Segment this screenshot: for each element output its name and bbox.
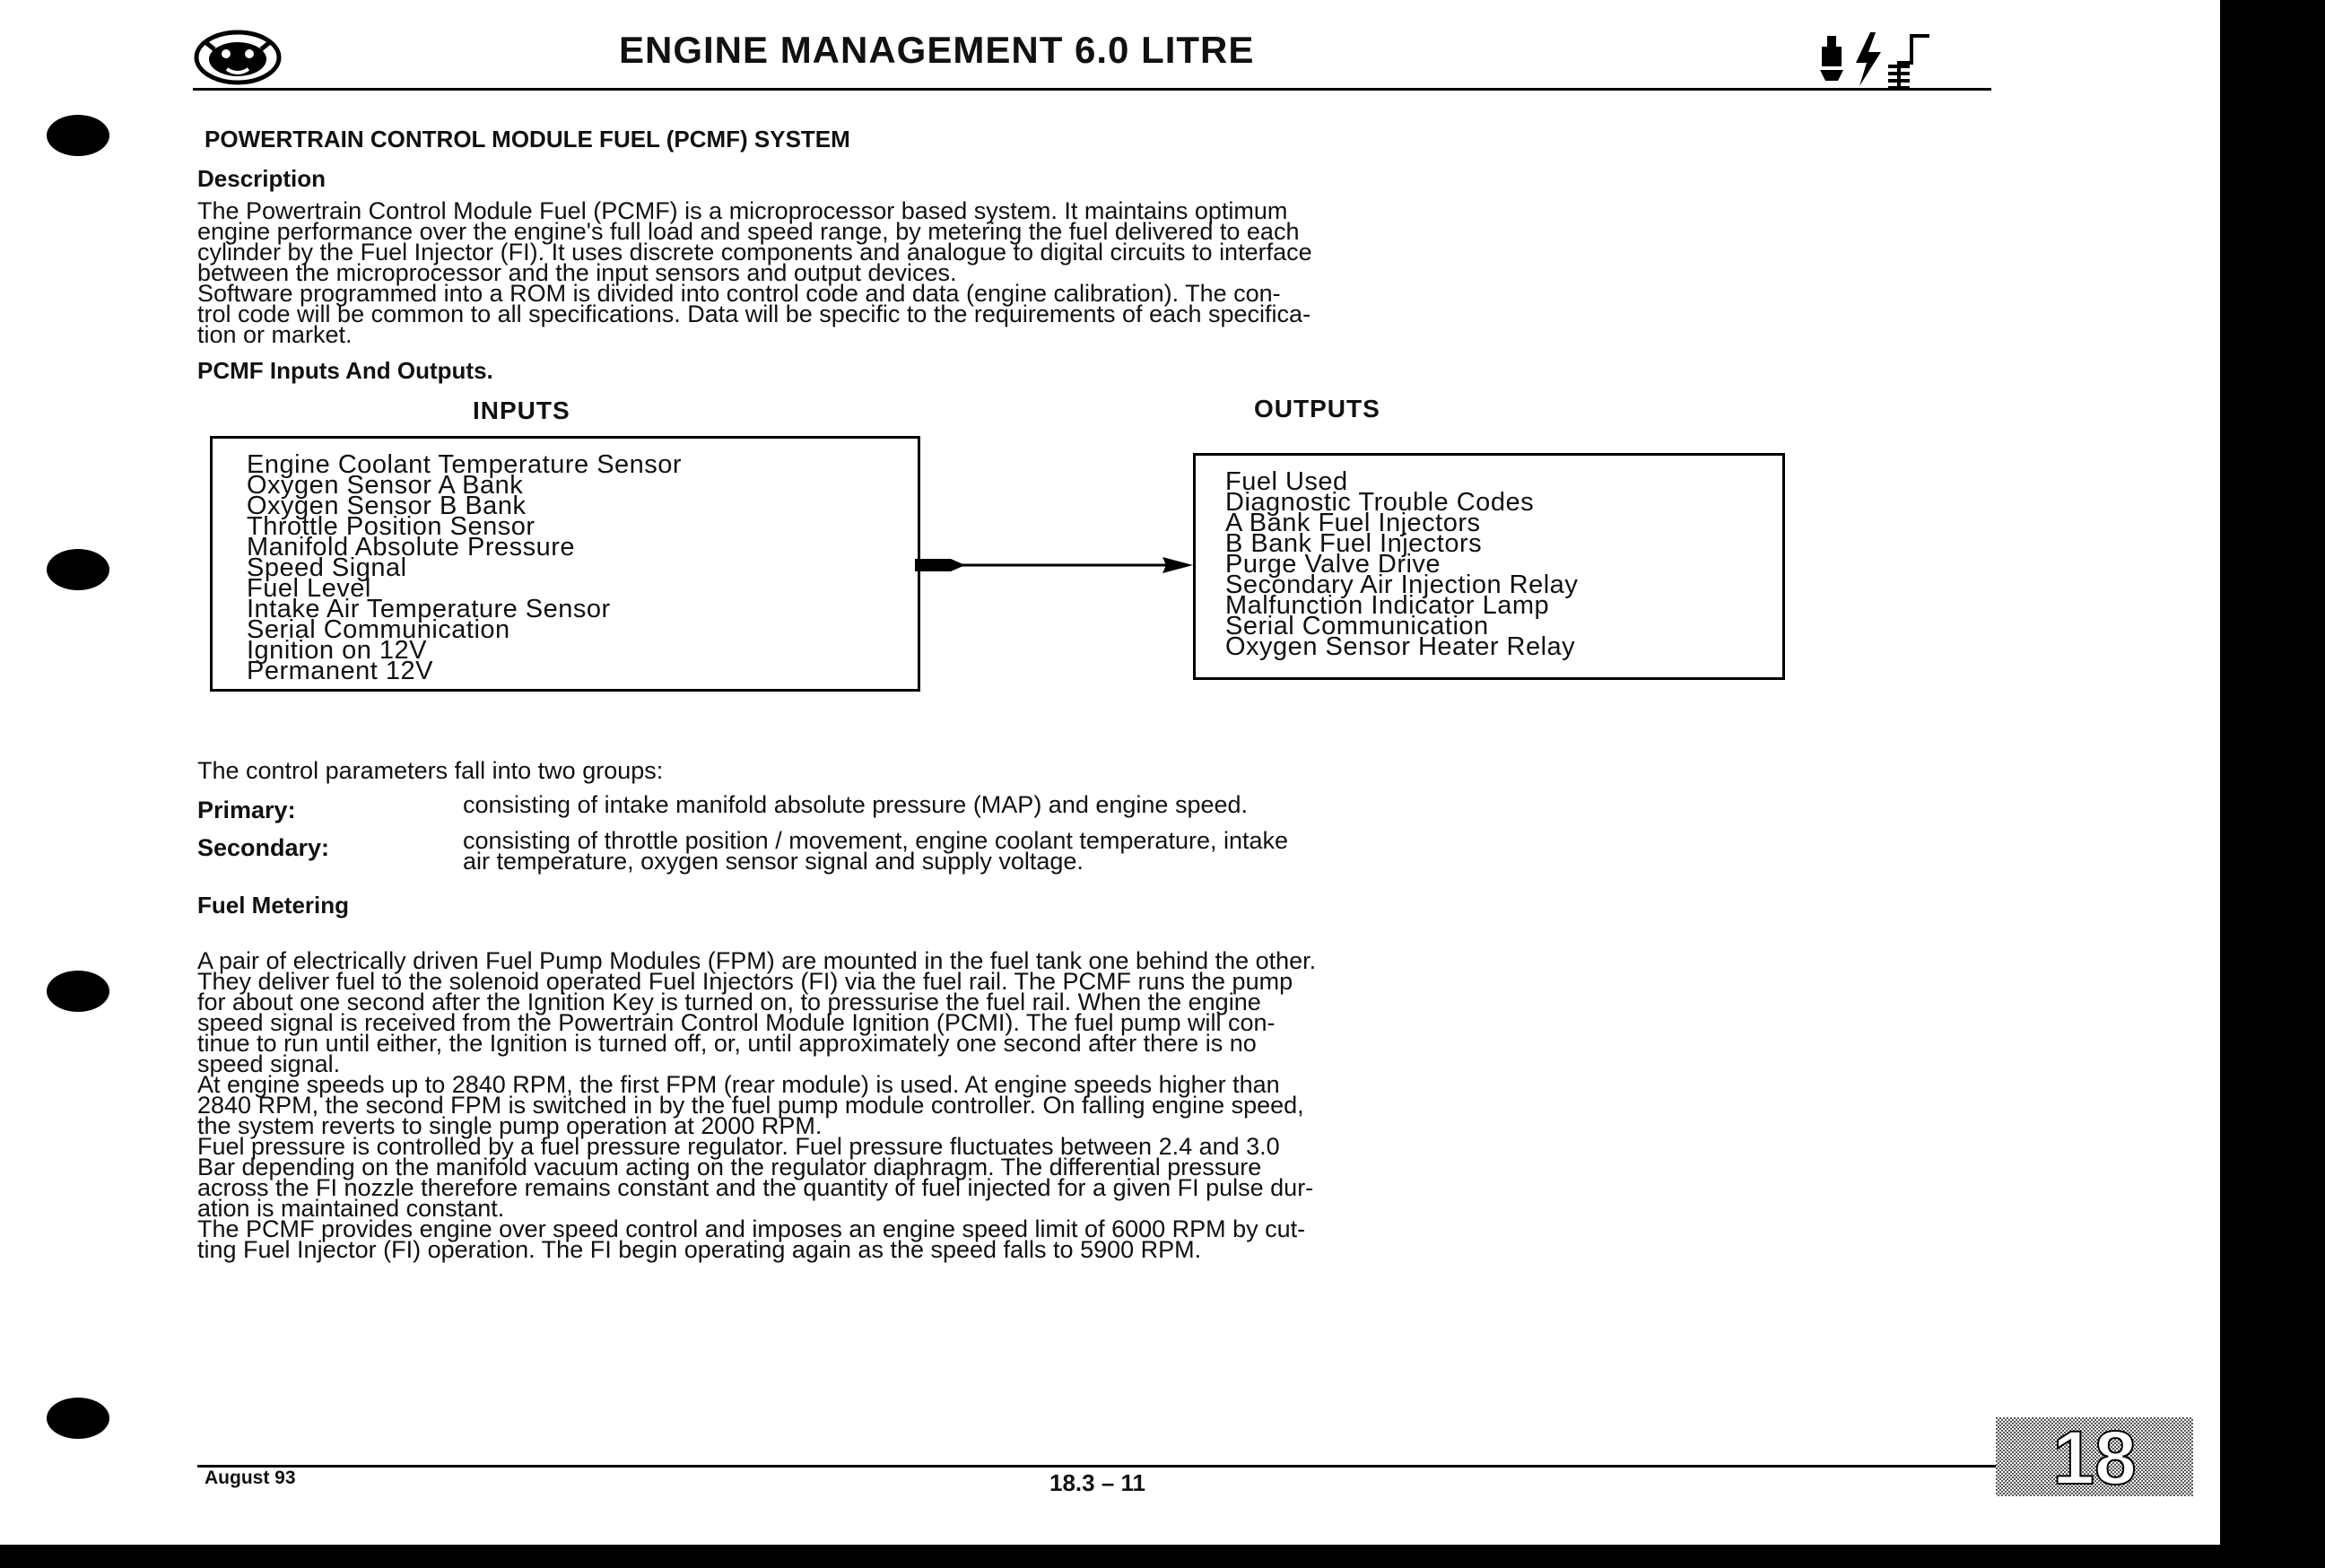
binder-hole <box>47 549 109 590</box>
output-item: Fuel Used <box>1225 467 1348 496</box>
fuel-metering-line: speed signal is received from the Powertrain Control Module Ignition (PCMI). The fuel pump will con- <box>197 1009 1276 1036</box>
description-line: trol code will be common to all specifications. Data will be specific to the requirements of each specifica- <box>197 301 1311 327</box>
binder-hole <box>47 115 109 156</box>
description-line: The Powertrain Control Module Fuel (PCMF) is a microprocessor based system. It maintains optimum <box>197 197 1288 224</box>
description-line: Software programmed into a ROM is divided into control code and data (engine calibration). The con- <box>197 280 1281 307</box>
description-line: engine performance over the engine's full load and speed range, by metering the fuel delivered to each <box>197 218 1300 245</box>
page-edge-bottom <box>0 1545 2325 1568</box>
section-tab-number: 18 <box>2052 1417 2137 1496</box>
fuel-metering-heading: Fuel Metering <box>197 892 350 919</box>
secondary-line: consisting of throttle position / movement, engine coolant temperature, intake <box>463 827 1289 854</box>
fuel-metering-line: ting Fuel Injector (FI) operation. The FI begin operating again as the speed falls to 5900 RPM. <box>197 1236 1202 1263</box>
fuel-metering-line: speed signal. <box>197 1050 341 1077</box>
fuel-metering-line: 2840 RPM, the second FPM is switched in by the fuel pump module controller. On falling engine speed, <box>197 1092 1304 1119</box>
input-item: Intake Air Temperature Sensor <box>247 595 611 623</box>
control-intro: The control parameters fall into two groups: <box>197 757 664 784</box>
description-line: between the microprocessor and the input sensors and output devices. <box>197 259 957 286</box>
input-item: Manifold Absolute Pressure <box>247 533 576 562</box>
fuel-metering-line: across the FI nozzle therefore remains constant and the quantity of fuel injected for a given FI pulse dur- <box>197 1174 1314 1201</box>
description-paragraph <box>197 197 1978 348</box>
fuel-metering-paragraph <box>197 947 1978 1263</box>
footer-date: August 93 <box>205 1468 296 1488</box>
section-icons <box>1816 27 1933 91</box>
jaguar-head-logo-icon <box>193 30 283 85</box>
description-line: tion or market. <box>197 321 353 348</box>
binder-hole <box>47 1398 109 1439</box>
input-item: Oxygen Sensor A Bank <box>247 471 524 500</box>
secondary-label: Secondary: <box>197 834 330 861</box>
output-item: B Bank Fuel Injectors <box>1225 529 1483 558</box>
input-item: Oxygen Sensor B Bank <box>247 492 527 520</box>
input-item: Permanent 12V <box>247 657 434 685</box>
outputs-list <box>1196 456 1782 661</box>
input-item: Ignition on 12V <box>247 636 427 665</box>
header-rule <box>193 88 1991 91</box>
flow-arrow-icon <box>915 552 1193 579</box>
fuel-metering-line: the system reverts to single pump operation at 2000 RPM. <box>197 1112 823 1139</box>
output-item: A Bank Fuel Injectors <box>1225 509 1481 537</box>
output-item: Purge Valve Drive <box>1225 550 1441 579</box>
primary-label: Primary: <box>197 797 296 823</box>
outputs-box <box>1193 453 1785 680</box>
page-number: 18.3 – 11 <box>1049 1469 1145 1496</box>
fuel-metering-line: At engine speeds up to 2840 RPM, the first FPM (rear module) is used. At engine speeds higher than <box>197 1071 1280 1098</box>
inputs-list <box>213 439 918 685</box>
footer-rule <box>197 1465 1996 1468</box>
fuel-metering-line: The PCMF provides engine over speed control and imposes an engine speed limit of 6000 RPM by cut- <box>197 1215 1306 1242</box>
fuel-metering-line: They deliver fuel to the solenoid operated Fuel Injectors (FI) via the fuel rail. The PCMF runs the pump <box>197 968 1293 995</box>
output-item: Secondary Air Injection Relay <box>1225 571 1579 599</box>
input-item: Fuel Level <box>247 574 371 603</box>
input-item: Serial Communication <box>247 615 510 644</box>
fuel-pump-icon <box>1820 36 1843 81</box>
inputs-box <box>210 436 920 692</box>
fuel-metering-line: tinue to run until either, the Ignition is turned off, or, until approximately one second after there is no <box>197 1030 1257 1057</box>
fuel-metering-line: A pair of electrically driven Fuel Pump Modules (FPM) are mounted in the fuel tank one behind the other. <box>197 947 1317 974</box>
io-heading: PCMF Inputs And Outputs. <box>197 357 493 384</box>
output-item: Malfunction Indicator Lamp <box>1225 591 1550 620</box>
engine-block-icon <box>1888 36 1929 90</box>
secondary-line: air temperature, oxygen sensor signal and supply voltage. <box>463 848 1084 875</box>
lightning-bolt-icon <box>1856 32 1881 86</box>
description-line: cylinder by the Fuel Injector (FI). It uses discrete components and analogue to digital circuits to interface <box>197 239 1312 266</box>
output-item: Diagnostic Trouble Codes <box>1225 488 1535 517</box>
section-title: POWERTRAIN CONTROL MODULE FUEL (PCMF) SYSTEM <box>205 126 850 152</box>
outputs-label: OUTPUTS <box>1254 395 1380 422</box>
section-tab <box>1996 1417 2193 1496</box>
input-item: Speed Signal <box>247 553 407 582</box>
fuel-metering-line: for about one second after the Ignition Key is turned on, to pressurise the fuel rail. When the engine <box>197 989 1261 1015</box>
description-heading: Description <box>197 165 327 192</box>
page-title: ENGINE MANAGEMENT 6.0 LITRE <box>619 29 1255 71</box>
input-item: Throttle Position Sensor <box>247 512 536 541</box>
input-item: Engine Coolant Temperature Sensor <box>247 450 683 479</box>
fuel-metering-line: Bar depending on the manifold vacuum acting on the regulator diaphragm. The differential pressure <box>197 1154 1262 1180</box>
output-item: Oxygen Sensor Heater Relay <box>1225 632 1576 661</box>
primary-text: consisting of intake manifold absolute pressure (MAP) and engine speed. <box>463 791 1249 818</box>
fuel-metering-line: ation is maintained constant. <box>197 1195 505 1222</box>
inputs-label: INPUTS <box>473 396 570 424</box>
page-edge-right <box>2220 0 2325 1568</box>
binder-hole <box>47 971 109 1012</box>
output-item: Serial Communication <box>1225 612 1489 640</box>
secondary-text <box>463 827 1289 875</box>
fuel-metering-line: Fuel pressure is controlled by a fuel pressure regulator. Fuel pressure fluctuates between 2.4 and 3.0 <box>197 1133 1280 1160</box>
